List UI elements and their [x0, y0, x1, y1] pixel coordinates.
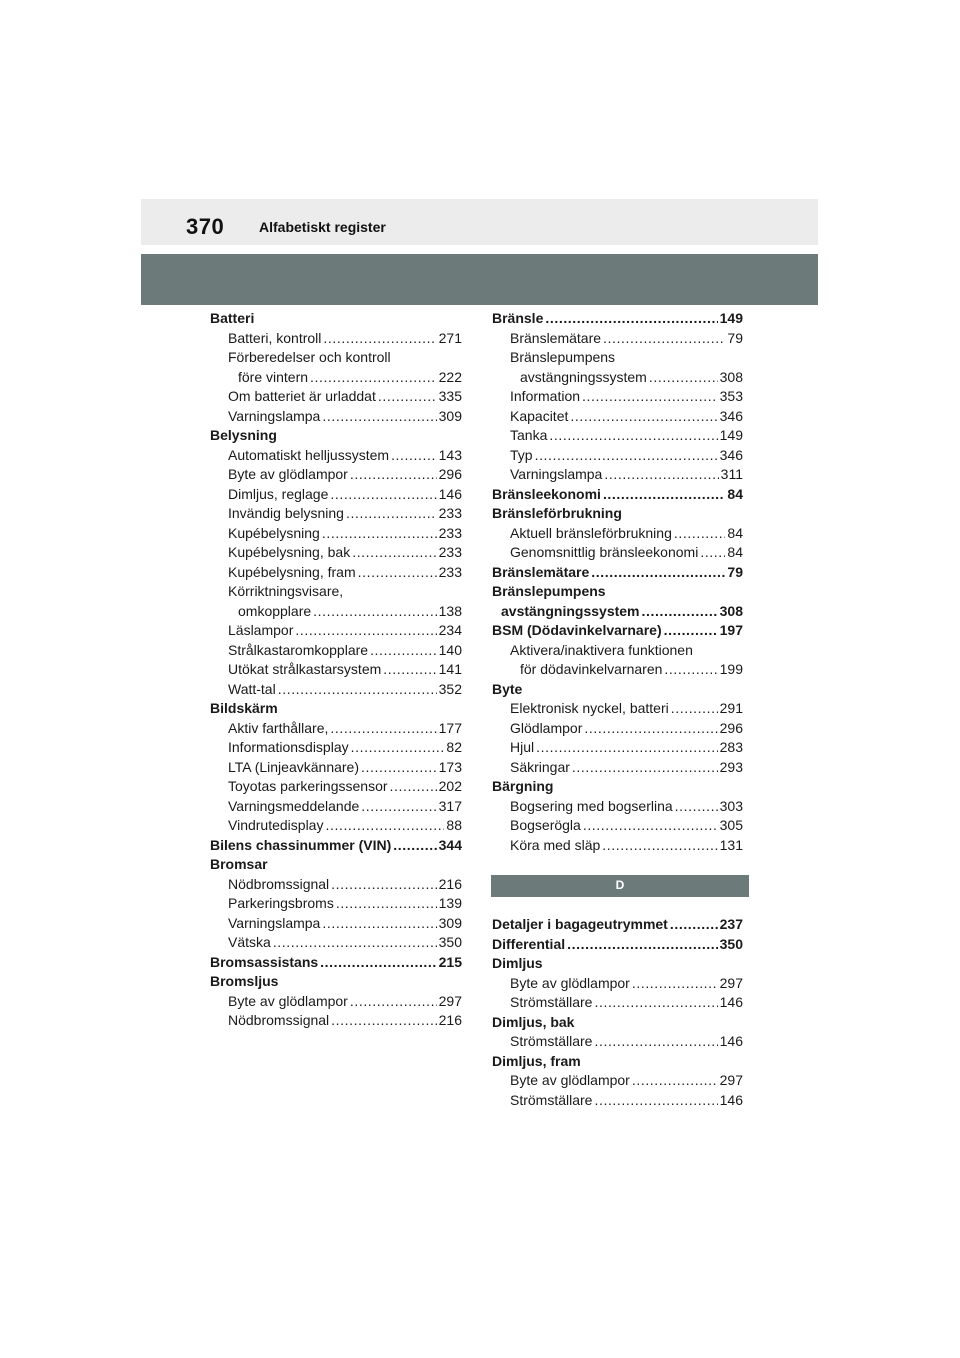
leader-dots — [600, 836, 717, 856]
leader-dots — [630, 974, 718, 994]
leader-dots — [582, 719, 717, 739]
page-ref: 297 — [719, 1072, 743, 1088]
entry-label: Informationsdisplay — [228, 739, 349, 755]
leader-dots — [580, 387, 718, 407]
page-ref: 303 — [719, 797, 743, 814]
leader-dots — [662, 621, 718, 641]
entry-label: Köra med släp — [510, 836, 601, 853]
page-ref: 297 — [719, 974, 743, 991]
leader-dots — [533, 446, 718, 466]
page-header — [141, 199, 818, 245]
page-ref: 237 — [719, 916, 743, 932]
page-ref: 216 — [438, 1012, 462, 1028]
page-ref: 352 — [438, 680, 462, 697]
page-ref: 293 — [719, 758, 743, 775]
index-heading: Bränslepumpens — [492, 583, 606, 599]
leader-dots — [647, 368, 718, 388]
index-subentry — [492, 524, 743, 544]
leader-dots — [359, 797, 436, 817]
leader-dots — [356, 563, 437, 583]
index-heading: Bromsar — [210, 856, 268, 872]
index-subentry — [492, 1032, 743, 1052]
entry-label: Bilens chassinummer (VIN) — [210, 836, 392, 853]
page-ref: 317 — [438, 797, 462, 814]
entry-label: Hjul — [510, 739, 535, 755]
index-heading: Dimljus, fram — [492, 1052, 581, 1069]
page-ref: 234 — [438, 622, 462, 638]
page-ref: 149 — [719, 310, 743, 326]
entry-label: Information — [510, 388, 581, 404]
entry-label: Parkeringsbroms — [228, 895, 334, 911]
index-entry — [210, 836, 462, 856]
page-ref: 222 — [438, 368, 462, 385]
index-column-left — [210, 309, 462, 1031]
index-subentry — [210, 992, 462, 1012]
entry-label: Kupébelysning, bak — [228, 544, 351, 560]
page-ref: 143 — [438, 446, 462, 463]
entry-label: Strömställare — [510, 1091, 593, 1108]
index-subentry — [492, 329, 743, 349]
leader-dots — [601, 329, 725, 349]
index-subentry — [210, 524, 462, 544]
index-subentry — [492, 1071, 743, 1091]
leader-dots — [592, 1091, 717, 1111]
index-subentry: Körriktningsvisare, — [228, 583, 344, 599]
page-ref: 141 — [438, 661, 462, 677]
entry-label: före vintern — [238, 368, 309, 385]
page-ref: 131 — [719, 836, 743, 853]
index-subentry — [492, 1091, 743, 1111]
page-number: 370 — [186, 214, 225, 239]
index-subentry — [210, 797, 462, 817]
index-subentry: Aktivera/inaktivera funktionen — [510, 641, 693, 658]
page-ref: 283 — [719, 739, 743, 755]
page-ref: 177 — [438, 719, 462, 736]
page-ref: 271 — [438, 329, 462, 346]
index-heading: Belysning — [210, 427, 277, 443]
index-heading: Dimljus — [492, 955, 543, 971]
leader-dots — [668, 915, 718, 935]
entry-label: omkopplare — [238, 602, 312, 619]
entry-label: Tanka — [510, 427, 548, 443]
page-ref: 346 — [719, 446, 743, 463]
index-subentry — [210, 1011, 462, 1031]
index-subentry — [210, 621, 462, 641]
entry-label: Toyotas parkeringssensor — [228, 778, 388, 794]
leader-dots — [320, 407, 436, 427]
leader-dots — [662, 660, 717, 680]
index-subentry — [492, 465, 743, 485]
leader-dots — [320, 914, 436, 934]
leader-dots — [534, 738, 718, 758]
entry-label: Utökat strålkastarsystem — [228, 661, 382, 677]
entry-label: Varningslampa — [228, 914, 321, 931]
entry-label: Bränsle — [492, 310, 544, 326]
page-title: Alfabetiskt register — [259, 219, 386, 235]
leader-dots — [388, 777, 437, 797]
page-ref: 84 — [727, 485, 743, 502]
entry-label: Nödbromssignal — [228, 875, 330, 892]
index-subentry — [210, 329, 462, 349]
entry-label: Vätska — [228, 934, 271, 950]
leader-dots — [672, 524, 726, 544]
page-ref: 84 — [727, 524, 743, 541]
page-ref: 146 — [719, 1033, 743, 1049]
entry-label: Byte av glödlampor — [228, 992, 348, 1009]
page-ref: 197 — [719, 622, 743, 638]
entry-label: Vindrutedisplay — [228, 817, 324, 833]
index-subentry: Förberedelser och kontroll — [228, 349, 391, 365]
index-subentry — [492, 758, 743, 778]
page-ref: 82 — [446, 739, 462, 755]
entry-label: Bränslemätare — [492, 563, 590, 580]
index-subentry — [492, 368, 743, 388]
index-subentry — [210, 543, 462, 563]
page-ref: 335 — [438, 388, 462, 404]
entry-label: Om batteriet är urladdat — [228, 388, 376, 404]
entry-label: Detaljer i bagageutrymmet — [492, 916, 668, 932]
index-subentry — [210, 894, 462, 914]
leader-dots — [308, 368, 437, 388]
entry-label: Elektronisk nyckel, batteri — [510, 700, 669, 716]
entry-label: Kupébelysning, fram — [228, 563, 356, 580]
leader-dots — [389, 446, 437, 466]
entry-label: Varningslampa — [228, 407, 321, 424]
index-subentry — [210, 641, 462, 661]
entry-label: Bränslemätare — [510, 329, 602, 346]
entry-label: Genomsnittlig bränsleekonomi — [510, 544, 699, 560]
page-ref: 350 — [719, 935, 743, 952]
index-heading: Bränsleförbrukning — [492, 505, 622, 521]
page-ref: 173 — [438, 758, 462, 775]
entry-label: Läslampor — [228, 622, 294, 638]
entry-label: Kupébelysning — [228, 524, 320, 541]
entry-label: Kapacitet — [510, 407, 569, 424]
leader-dots — [311, 602, 436, 622]
page-ref: 233 — [438, 544, 462, 560]
index-subentry — [210, 719, 462, 739]
leader-dots — [359, 758, 437, 778]
index-subentry — [492, 719, 743, 739]
spacer — [492, 855, 743, 875]
page-ref: 296 — [438, 466, 462, 482]
page-ref: 297 — [438, 992, 462, 1009]
index-subentry — [210, 407, 462, 427]
entry-label: Bogserögla — [510, 817, 581, 833]
index-subentry — [210, 933, 462, 953]
page-ref: 233 — [438, 524, 462, 541]
entry-label: Bromsassistans — [210, 953, 319, 970]
entry-label: Aktiv farthållare, — [228, 719, 329, 736]
leader-dots — [276, 680, 437, 700]
entry-label: Glödlampor — [510, 719, 583, 736]
index-subentry — [492, 446, 743, 466]
index-entry — [492, 621, 743, 641]
index-subentry — [210, 563, 462, 583]
leader-dots — [565, 935, 718, 955]
page-ref: 344 — [438, 836, 462, 853]
page-ref: 308 — [719, 368, 743, 385]
entry-label: BSM (Dödavinkelvarnare) — [492, 622, 662, 638]
leader-dots — [543, 309, 717, 329]
entry-label: Strömställare — [510, 1033, 593, 1049]
page-ref: 296 — [719, 719, 743, 736]
index-subentry — [492, 993, 743, 1013]
entry-label: Dimljus, reglage — [228, 485, 329, 502]
index-entry — [492, 915, 743, 935]
index-subentry — [210, 758, 462, 778]
index-subentry — [492, 387, 743, 407]
entry-label: Nödbromssignal — [228, 1012, 330, 1028]
leader-dots — [698, 543, 725, 563]
page-ref: 350 — [438, 934, 462, 950]
leader-dots — [293, 621, 436, 641]
index-subentry — [492, 738, 743, 758]
index-subentry — [492, 836, 743, 856]
page-ref: 146 — [438, 485, 462, 502]
index-subentry: Bränslepumpens — [510, 349, 616, 365]
index-entry — [492, 485, 743, 505]
index-heading: Dimljus, bak — [492, 1013, 575, 1030]
index-heading: Byte — [492, 680, 523, 697]
leader-dots — [592, 1032, 717, 1052]
leader-dots — [630, 1071, 718, 1091]
leader-dots — [349, 738, 445, 758]
entry-label: Automatiskt helljussystem — [228, 446, 390, 463]
leader-dots — [602, 465, 718, 485]
entry-label: Varningslampa — [510, 466, 603, 482]
page-ref: 199 — [719, 661, 743, 677]
page-ref: 309 — [438, 407, 462, 424]
index-subentry — [492, 543, 743, 563]
index-entry — [492, 309, 743, 329]
index-entry — [492, 935, 743, 955]
page-ref: 346 — [719, 407, 743, 424]
leader-dots — [328, 485, 436, 505]
leader-dots — [348, 992, 437, 1012]
leader-dots — [570, 758, 718, 778]
section-letter-header: D — [491, 875, 749, 897]
leader-dots — [601, 485, 725, 505]
entry-label: Strömställare — [510, 994, 593, 1010]
entry-label: Watt-tal — [228, 680, 276, 697]
entry-label: Batteri, kontroll — [228, 329, 322, 346]
index-heading: Bromsljus — [210, 973, 279, 989]
leader-dots — [318, 953, 436, 973]
page-ref: 202 — [438, 778, 462, 794]
spacer — [492, 897, 743, 915]
leader-dots — [348, 465, 437, 485]
leader-dots — [547, 426, 717, 446]
entry-label: Typ — [510, 446, 533, 463]
leader-dots — [640, 602, 718, 622]
entry-label: Säkringar — [510, 758, 570, 775]
page-ref: 311 — [720, 466, 743, 482]
entry-label: Byte av glödlampor — [228, 466, 348, 482]
page-ref: 88 — [446, 817, 462, 833]
index-heading: Bärgning — [492, 778, 554, 794]
leader-dots — [376, 387, 437, 407]
leader-dots — [391, 836, 436, 856]
leader-dots — [568, 407, 717, 427]
leader-dots — [350, 543, 436, 563]
index-entry — [492, 563, 743, 583]
index-subentry — [492, 426, 743, 446]
page-ref: 233 — [438, 505, 462, 521]
index-subentry — [210, 738, 462, 758]
index-entry — [210, 953, 462, 973]
leader-dots — [321, 329, 436, 349]
page-ref: 146 — [719, 994, 743, 1010]
leader-dots — [328, 719, 436, 739]
index-subentry — [210, 465, 462, 485]
leader-dots — [589, 563, 725, 583]
leader-dots — [329, 875, 436, 895]
page-ref: 139 — [438, 895, 462, 911]
index-subentry — [210, 368, 462, 388]
index-subentry — [210, 504, 462, 524]
index-entry — [492, 602, 743, 622]
entry-label: för dödavinkelvarnaren — [520, 661, 663, 677]
index-subentry — [210, 680, 462, 700]
page-ref: 84 — [727, 544, 743, 560]
leader-dots — [673, 797, 718, 817]
page-ref: 215 — [438, 953, 462, 970]
leader-dots — [669, 699, 718, 719]
entry-label: Invändig belysning — [228, 505, 344, 521]
page-ref: 79 — [727, 329, 743, 346]
page-ref: 149 — [719, 427, 743, 443]
page-ref: 216 — [438, 875, 462, 892]
page-ref: 233 — [438, 563, 462, 580]
leader-dots — [381, 660, 436, 680]
leader-dots — [323, 816, 444, 836]
index-subentry — [492, 660, 743, 680]
entry-label: avstängningssystem — [501, 602, 640, 619]
leader-dots — [592, 993, 717, 1013]
entry-label: Strålkastaromkopplare — [228, 641, 369, 658]
entry-label: Aktuell bränsleförbrukning — [510, 524, 672, 541]
page-ref: 146 — [719, 1091, 743, 1108]
index-subentry — [210, 485, 462, 505]
index-subentry — [210, 875, 462, 895]
index-subentry — [210, 602, 462, 622]
index-subentry — [210, 777, 462, 797]
entry-label: avstängningssystem — [520, 368, 647, 385]
index-heading: Batteri — [210, 310, 255, 326]
index-heading: Bildskärm — [210, 700, 278, 716]
page-ref: 353 — [719, 388, 743, 404]
leader-dots — [368, 641, 437, 661]
page-ref: 138 — [438, 602, 462, 619]
leader-dots — [271, 933, 437, 953]
index-subentry — [492, 816, 743, 836]
entry-label: Byte av glödlampor — [510, 974, 630, 991]
entry-label: Bogsering med bogserlina — [510, 797, 673, 814]
index-subentry — [492, 407, 743, 427]
index-subentry — [492, 974, 743, 994]
entry-label: Differential — [492, 935, 566, 952]
index-column-right — [492, 309, 743, 1110]
index-subentry — [210, 387, 462, 407]
index-subentry — [492, 797, 743, 817]
index-subentry — [210, 914, 462, 934]
index-subentry — [210, 816, 462, 836]
index-subentry — [492, 699, 743, 719]
header-band — [141, 254, 818, 305]
leader-dots — [344, 504, 437, 524]
leader-dots — [329, 1011, 436, 1031]
page-ref: 291 — [719, 700, 743, 716]
page-ref: 305 — [719, 817, 743, 833]
page-ref: 79 — [727, 563, 743, 580]
entry-label: Varningsmeddelande — [228, 797, 360, 814]
index-subentry — [210, 446, 462, 466]
page-ref: 309 — [438, 914, 462, 931]
entry-label: LTA (Linjeavkännare) — [228, 758, 359, 775]
entry-label: Byte av glödlampor — [510, 1072, 630, 1088]
entry-label: Bränsleekonomi — [492, 485, 601, 502]
page-ref: 308 — [719, 602, 743, 619]
leader-dots — [334, 894, 437, 914]
index-subentry — [210, 660, 462, 680]
page-ref: 140 — [438, 641, 462, 658]
leader-dots — [320, 524, 437, 544]
leader-dots — [581, 816, 718, 836]
